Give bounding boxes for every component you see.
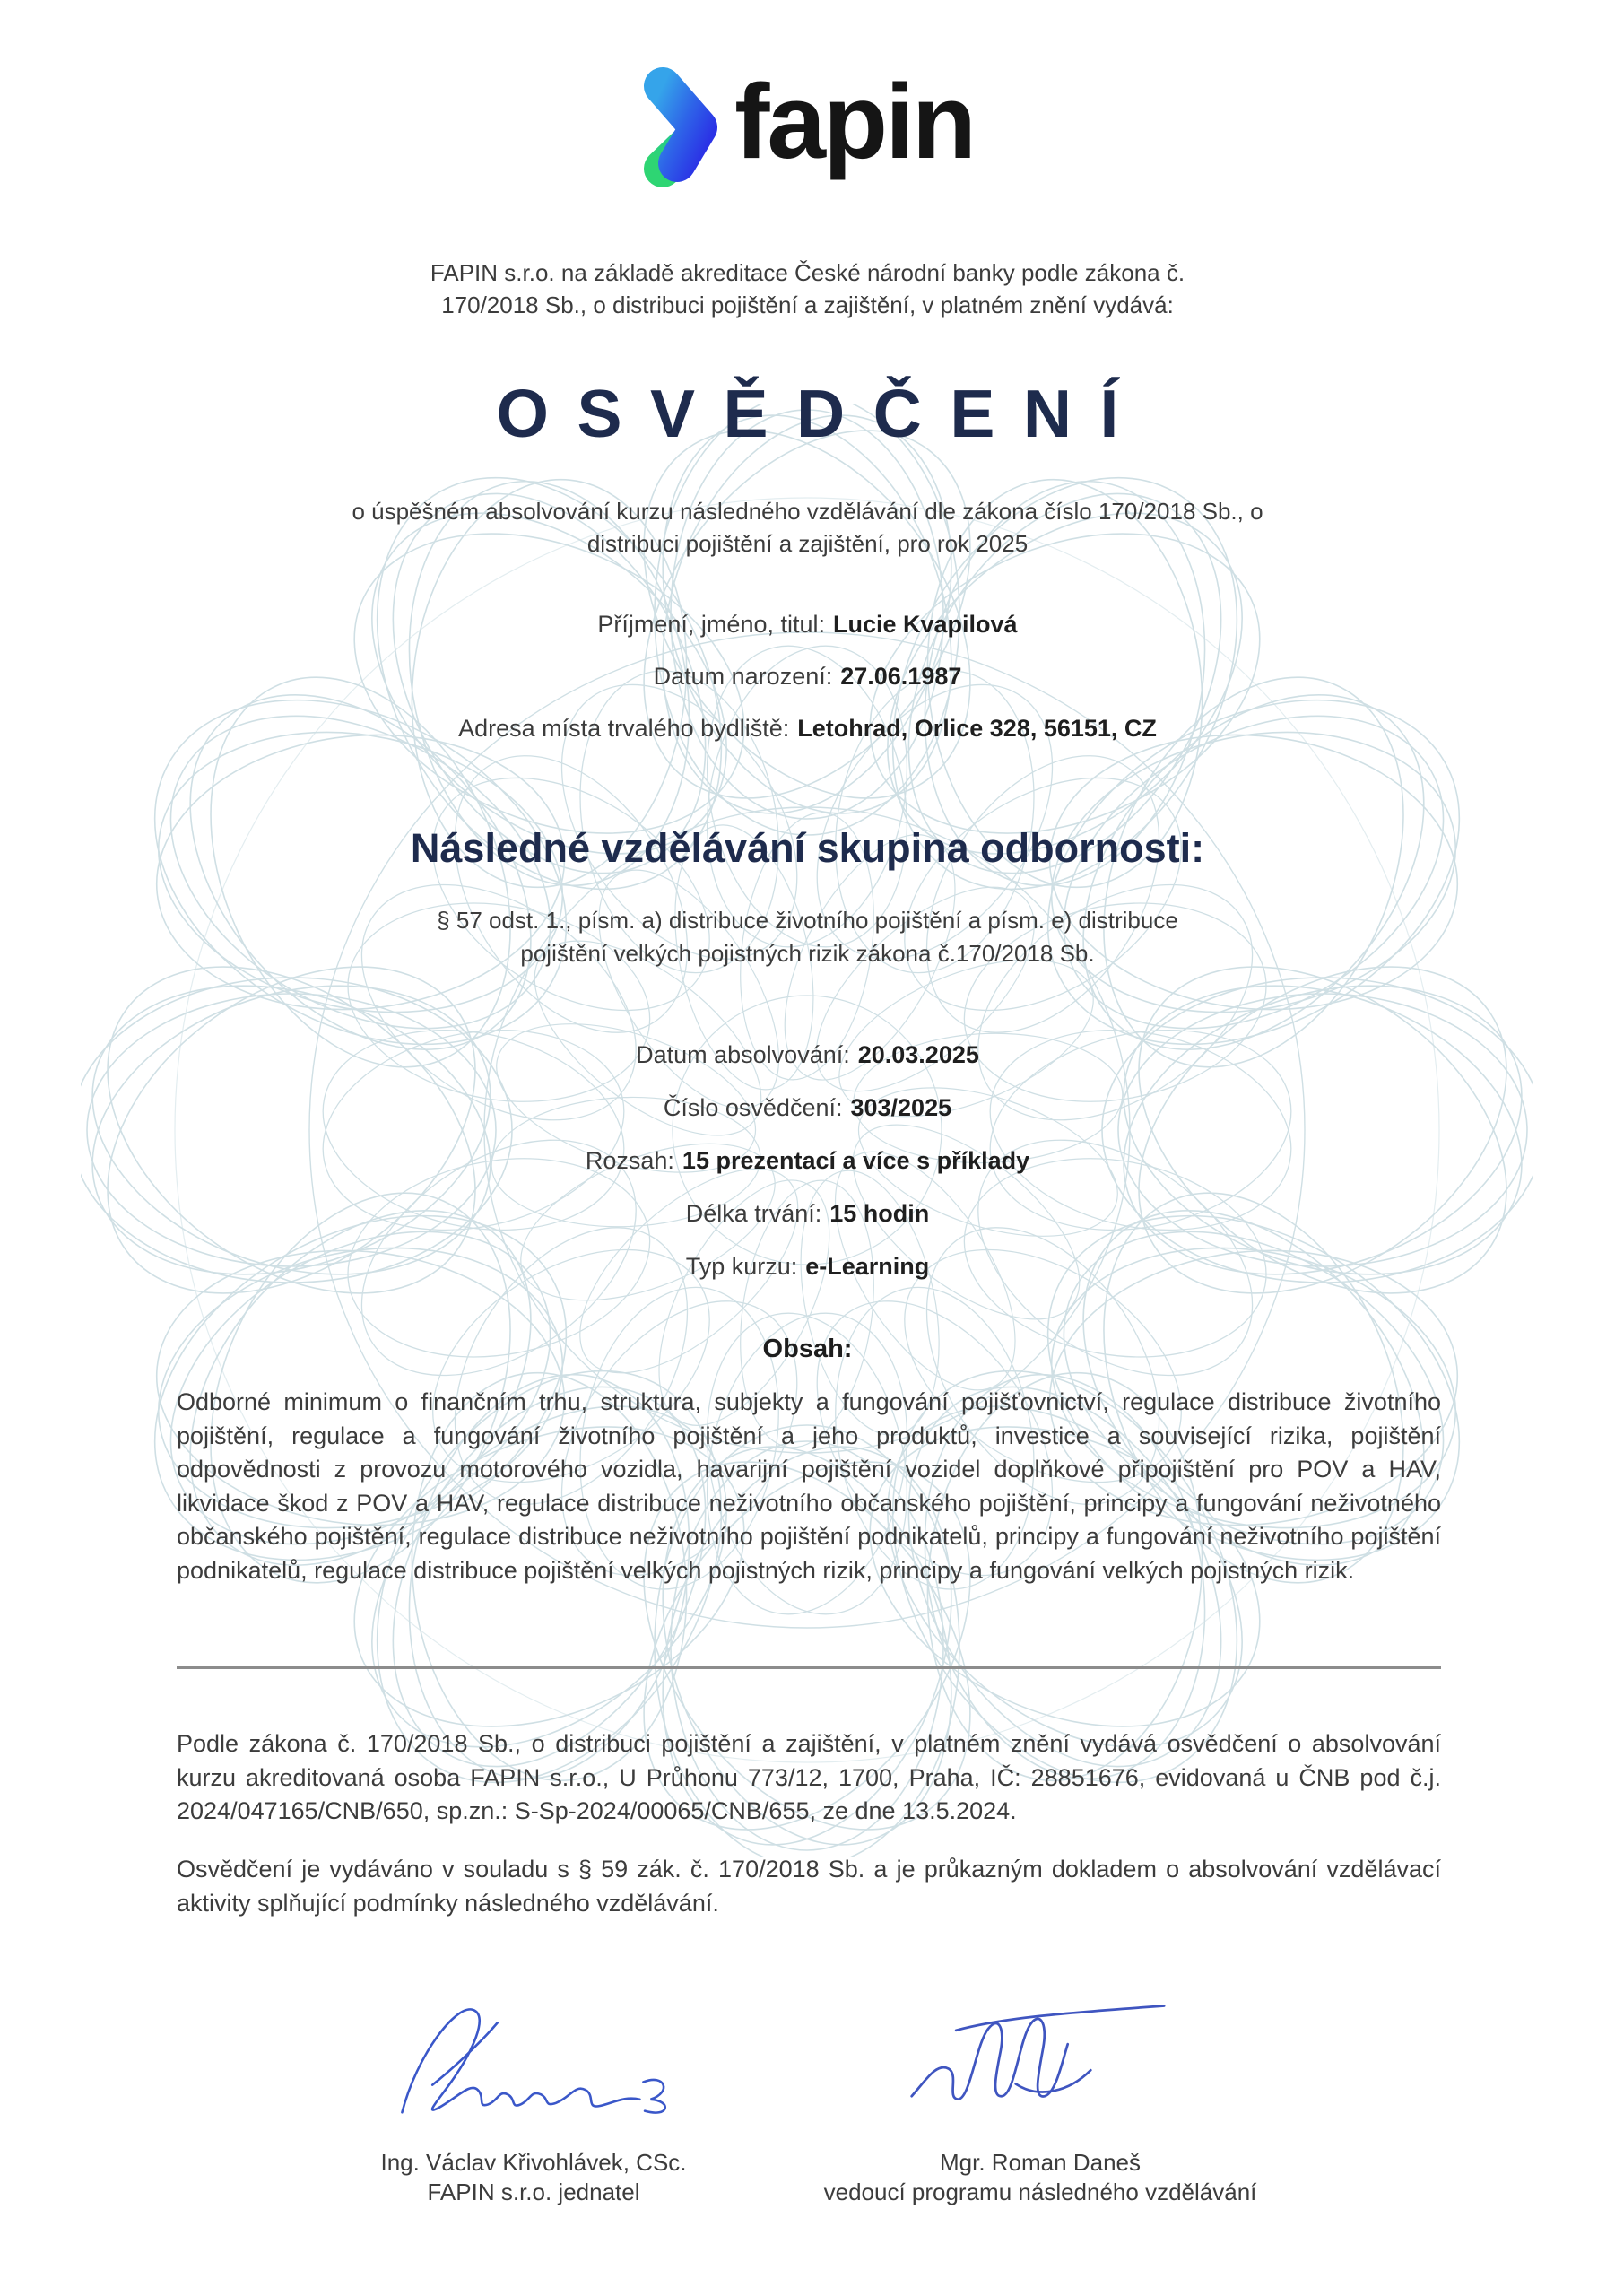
signature-name-jednatel: Ing. Václav Křivohlávek, CSc. [380, 2149, 687, 2176]
certificate-title: OSVĚDČENÍ [496, 376, 1147, 451]
person-address-row [0, 716, 1615, 742]
content-heading: Obsah: [762, 1335, 853, 1363]
fapin-logo [0, 63, 1615, 197]
legal-paragraph-validity: Osvědčení je vydáváno v souladu s § 59 zák. č. 170/2018 Sb. a je průkazným dokladem o absolvování vzdělávací aktivity splňující podmínky následného vzdělávání. [177, 1856, 1441, 1917]
content-body: Odborné minimum o finančním trhu, struktura, subjekty a fungování pojišťovnictví, regulace distribuce životního pojištění, regulace a fungování životního pojištění a jeho produktů, investice a související rizika, pojištění odpovědnosti z provozu motorového vozidla, havarijní pojištění vozidel doplňkové připojištění pro POV a HAV, likvidace škod z POV a HAV, regulace distribuce neživotního občanského pojištění, principy a fungování neživotného občanského pojištění, regulace distribuce neživotního pojištění podnikatelů, principy a fungování neživotního pojištění podnikatelů, regulace distribuce pojištění velkých pojistných rizik, principy a fungování velkých pojistných rizik. [177, 1388, 1441, 1584]
fapin-logo-wordmark: fapin [734, 63, 974, 181]
person-name-value: Lucie Kvapilová [833, 611, 1018, 638]
detail-course-type-row [0, 1254, 1615, 1280]
person-birthdate-row [0, 664, 1615, 690]
section-law [0, 904, 1615, 970]
section-divider [177, 1666, 1441, 1669]
signature-block-vedouci [789, 1998, 1291, 2207]
detail-scope-value: 15 prezentací a více s příklady [682, 1147, 1030, 1174]
detail-duration-row [0, 1201, 1615, 1227]
person-name-label: Příjmení, jméno, titul: [597, 611, 825, 638]
person-info [0, 612, 1615, 768]
signature-block-jednatel [296, 1998, 771, 2207]
signature-role-vedouci: vedoucí programu následného vzdělávání [823, 2179, 1257, 2205]
certificate-subtitle [0, 495, 1615, 560]
detail-scope-label: Rozsah: [585, 1147, 674, 1174]
detail-completion-date-value: 20.03.2025 [857, 1041, 979, 1068]
detail-duration-label: Délka trvání: [685, 1200, 822, 1227]
person-address-label: Adresa místa trvalého bydliště: [458, 715, 790, 742]
issuer-intro-text: FAPIN s.r.o. na základě akreditace České národní banky podle zákona č. 170/2018 Sb., o distribuci pojištění a zajištění, v platném znění vydává: [430, 259, 1185, 318]
detail-certificate-number-value: 303/2025 [850, 1094, 952, 1121]
person-address-value: Letohrad, Orlice 328, 56151, CZ [797, 715, 1157, 742]
legal-paragraph-accreditation: Podle zákona č. 170/2018 Sb., o distribuci pojištění a zajištění, v platném znění vydává osvědčení o absolvování kurzu akreditovaná osoba FAPIN s.r.o., U Průhonu 773/12, 1700, Praha, IČ: 28851676, evidovaná u ČNB pod č.j. 2024/047165/CNB/650, sp.zn.: S-Sp-2024/00065/CNB/655, ze dne 13.5.2024. [177, 1730, 1441, 1824]
course-details [0, 1042, 1615, 1307]
certificate-subtitle-text: o úspěšném absolvování kurzu následného vzdělávání dle zákona číslo 170/2018 Sb., o distribuci pojištění a zajištění, pro rok 2025 [352, 498, 1263, 557]
detail-certificate-number-label: Číslo osvědčení: [663, 1094, 843, 1121]
detail-certificate-number-row [0, 1095, 1615, 1121]
signature-role-jednatel: FAPIN s.r.o. jednatel [427, 2179, 640, 2205]
detail-completion-date-row [0, 1042, 1615, 1068]
issuer-intro [0, 257, 1615, 321]
detail-completion-date-label: Datum absolvování: [636, 1041, 850, 1068]
person-birthdate-value: 27.06.1987 [840, 663, 962, 690]
section-law-text: § 57 odst. 1., písm. a) distribuce životního pojištění a písm. e) distribuce pojištění velkých pojistných rizik zákona č.170/2018 Sb. [437, 907, 1178, 967]
section-heading: Následné vzdělávání skupina odbornosti: [410, 825, 1205, 871]
detail-course-type-label: Typ kurzu: [685, 1253, 798, 1280]
detail-scope-row [0, 1148, 1615, 1174]
detail-course-type-value: e-Learning [805, 1253, 930, 1280]
signature-krivohlavek-icon [296, 1998, 771, 2128]
person-birthdate-label: Datum narození: [653, 663, 833, 690]
signatures-row [0, 1998, 1615, 2285]
fapin-logo-icon [641, 63, 720, 197]
signature-name-vedouci: Mgr. Roman Daneš [940, 2149, 1141, 2176]
signature-danes-icon [789, 1998, 1291, 2128]
person-name-row [0, 612, 1615, 638]
detail-duration-value: 15 hodin [829, 1200, 930, 1227]
